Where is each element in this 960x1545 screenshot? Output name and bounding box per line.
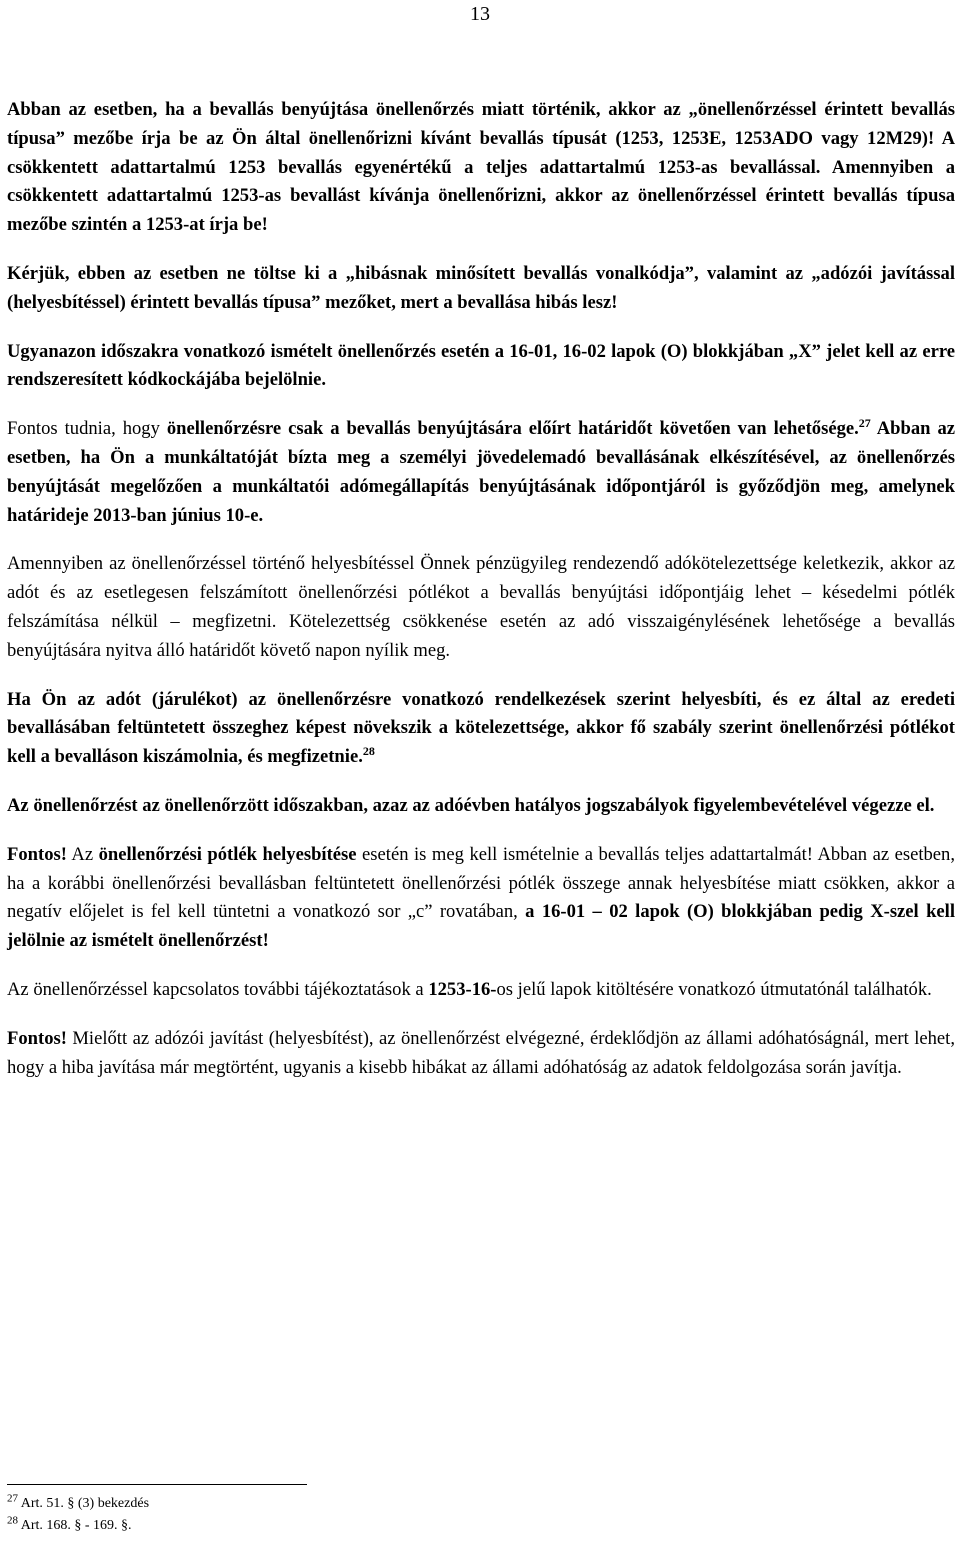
text-run: Fontos! [7, 1027, 67, 1049]
paragraph [7, 686, 955, 772]
text-run: esetén is meg kell ismételnie a bevallás teljes adattartalmát! Abban az esetben, ha a korábbi önellenőrzési bevallásban feltüntetett önellenőrzési pótlék összege annak helyesbítése miatt csökken, akkor a negatív előjelet is fel kell tüntetni a vonatkozó sor „c” rovatában, [7, 843, 955, 923]
paragraph [7, 260, 955, 318]
text-run: 1253-16- [428, 978, 497, 1000]
text-run: Abban az esetben, ha Ön a munkáltatóját bízta meg a személyi jövedelemadó bevallásának elkészítésével, az önellenőrzés benyújtását megelőzően a munkáltatói adómegállapítás benyújtásának időpontjáról is győződjön meg, amelynek határideje 2013-ban június 10-e. [7, 418, 955, 526]
text-run: Az önellenőrzéssel kapcsolatos további tájékoztatások a [7, 978, 429, 1000]
footnote-text: Art. 51. § (3) bekezdés [20, 1496, 150, 1511]
text-run: os jelű lapok kitöltésére vonatkozó útmutatónál találhatók. [496, 978, 932, 1000]
footnote-reference: 28 [362, 743, 375, 758]
footnote [7, 1493, 955, 1515]
footnotes [7, 1484, 955, 1537]
paragraph [7, 976, 955, 1005]
paragraph [7, 415, 955, 530]
paragraph [7, 550, 955, 665]
text-run: Kérjük, ebben az esetben ne töltse ki a „hibásnak minősített bevallás vonalkódja”, valamint az „adózói javítással (helyesbítéssel) érintett bevallás típusa” mezőket, mert a bevallása hibás lesz! [7, 262, 955, 313]
document-body [7, 96, 955, 1102]
text-run: Abban az esetben, ha a bevallás benyújtása önellenőrzés miatt történik, akkor az „önellenőrzéssel érintett bevallás típusa” mezőbe írja be az Ön által önellenőrizni kívánt bevallás típusát (1253, 1253E, 1253ADO vagy 12M29)! A csökkentett adattartalmú 1253 bevallás egyenértékű a teljes adattartalmú 1253-as bevallással. Amennyiben a csökkentett adattartalmú 1253-as bevallást kívánja önellenőrizni, akkor az önellenőrzéssel érintett bevallás típusa mezőbe szintén a 1253-at írja be! [7, 99, 955, 236]
footnote-number: 28 [7, 1514, 18, 1527]
text-run: Amennyiben az önellenőrzéssel történő helyesbítéssel Önnek pénzügyileg rendezendő adókötelezettsége keletkezik, akkor az adót és az esetlegesen felszámított önellenőrzési pótlékot a bevallás benyújtási időpontjáig lehet – késedelmi pótlék felszámítása nélkül – megfizetni. Kötelezettség csökkenése esetén az adó visszaigénylésének lehetősége a bevallás benyújtására nyitva álló határidőt követő napon nyílik meg. [7, 553, 955, 661]
text-run: Fontos! [7, 843, 67, 865]
footnote-text: Art. 168. § - 169. §. [20, 1518, 132, 1533]
text-run: Ha Ön az adót (járulékot) az önellenőrzésre vonatkozó rendelkezések szerint helyesbíti, és ez által az eredeti bevallásában feltüntetett összeghez képest növekszik a kötelezettsége, akkor fő szabály szerint önellenőrzési pótlékot kell a bevalláson kiszámolnia, és megfizetnie. [7, 688, 955, 768]
paragraph [7, 96, 955, 240]
text-run: Fontos tudnia, hogy [7, 418, 167, 440]
paragraph [7, 338, 955, 396]
text-run: a 16-01 – 02 lapok (O) blokkjában pedig X-szel kell jelölnie az ismételt önellenőrzést! [7, 901, 956, 952]
paragraph [7, 1025, 955, 1083]
paragraph [7, 841, 955, 956]
paragraph [7, 792, 955, 821]
text-run: Mielőtt az adózói javítást (helyesbítést), az önellenőrzést elvégezné, érdeklődjön az állami adóhatóságnál, mert lehet, hogy a hiba javítása már megtörtént, ugyanis a kisebb hibákat az állami adóhatóság az adatok feldolgozása során javítja. [7, 1027, 955, 1078]
footnote-divider [7, 1484, 307, 1485]
text-run: Az [66, 843, 99, 865]
text-run: Ugyanazon időszakra vonatkozó ismételt önellenőrzés esetén a 16-01, 16-02 lapok (O) blokkjában „X” jelet kell az erre rendszeresített kódkockájába bejelölnie. [7, 340, 955, 391]
page-number: 13 [470, 3, 490, 25]
footnote-number: 27 [7, 1492, 18, 1505]
footnote [7, 1515, 955, 1537]
footnote-reference: 27 [858, 415, 871, 430]
text-run: Az önellenőrzést az önellenőrzött időszakban, azaz az adóévben hatályos jogszabályok figyelembevételével végezze el. [7, 794, 935, 816]
text-run: önellenőrzési pótlék helyesbítése [98, 843, 357, 865]
text-run: önellenőrzésre csak a bevallás benyújtására előírt határidőt követően van lehetősége. [166, 418, 859, 440]
